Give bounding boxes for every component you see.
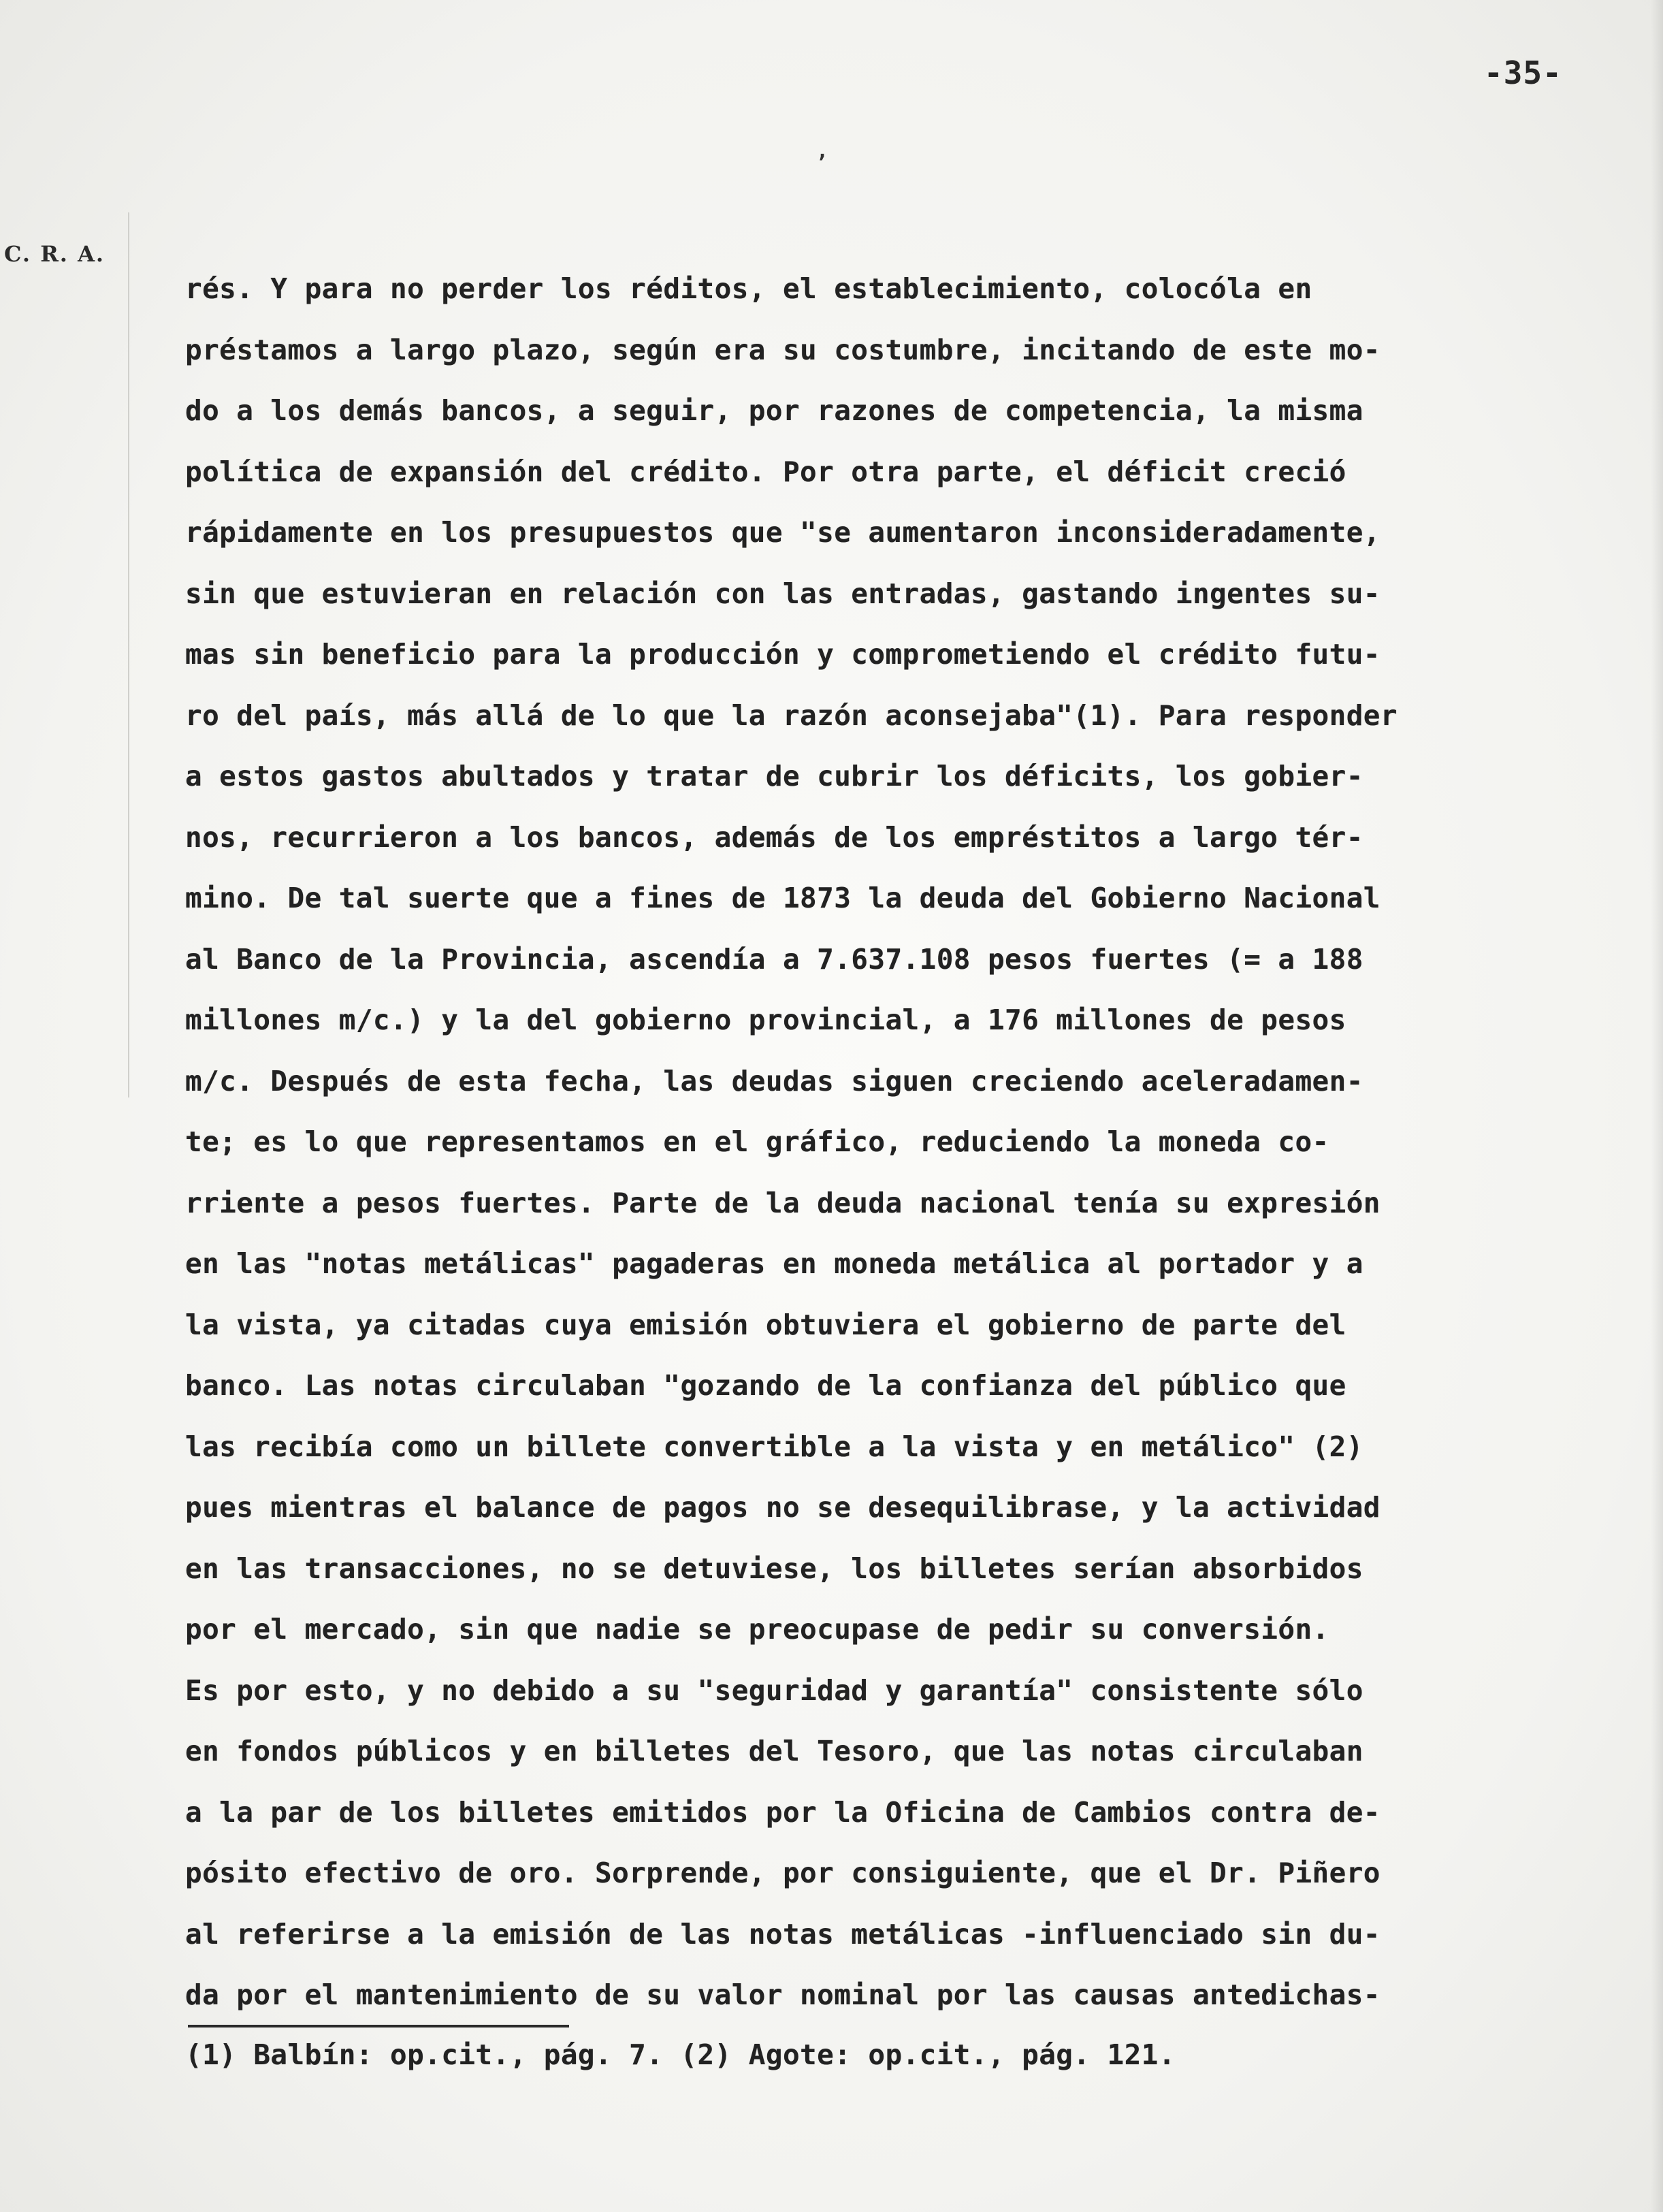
text-line: Es por esto, y no debido a su "seguridad y garantía" consistente sólo xyxy=(185,1673,1363,1707)
text-line: rriente a pesos fuertes. Parte de la deuda nacional tenía su expresión xyxy=(185,1186,1381,1219)
text-line: te; es lo que representamos en el gráfico, reduciendo la moneda co- xyxy=(185,1125,1329,1158)
text-line: por el mercado, sin que nadie se preocupase de pedir su conversión. xyxy=(185,1613,1329,1646)
text-line: en fondos públicos y en billetes del Tesoro, que las notas circulaban xyxy=(185,1735,1363,1767)
text-line: la vista, ya citadas cuya emisión obtuviera el gobierno de parte del xyxy=(185,1308,1346,1341)
margin-stamp: C. R. A. xyxy=(4,241,106,267)
footnote-separator xyxy=(188,2025,569,2027)
text-line: millones m/c.) y la del gobierno provincial, a 176 millones de pesos xyxy=(185,1004,1346,1036)
text-line: m/c. Después de esta fecha, las deudas siguen creciendo aceleradamen- xyxy=(185,1064,1363,1097)
text-line: ro del país, más allá de lo que la razón aconsejaba"(1). Para responder xyxy=(185,699,1398,732)
page-number: -35- xyxy=(1484,54,1562,91)
text-line: al referirse a la emisión de las notas metálicas -influenciado sin du- xyxy=(185,1917,1381,1951)
footnote: (1) Balbín: op.cit., pág. 7. (2) Agote: op.cit., pág. 121. xyxy=(185,2038,1176,2071)
stray-ink-mark: ʼ xyxy=(816,151,828,175)
text-line: mas sin beneficio para la producción y comprometiendo el crédito futu- xyxy=(185,638,1381,671)
text-line: en las "notas metálicas" pagaderas en moneda metálica al portador y a xyxy=(185,1247,1363,1280)
body-text xyxy=(185,259,1656,2026)
text-line: préstamos a largo plazo, según era su costumbre, incitando de este mo- xyxy=(185,333,1381,366)
text-line: do a los demás bancos, a seguir, por razones de competencia, la misma xyxy=(185,394,1363,427)
text-line: pues mientras el balance de pagos no se desequilibrase, y la actividad xyxy=(185,1491,1381,1524)
text-line: pósito efectivo de oro. Sorprende, por consiguiente, que el Dr. Piñero xyxy=(185,1857,1381,1889)
text-line: banco. Las notas circulaban "gozando de la confianza del público que xyxy=(185,1369,1346,1402)
text-line: rés. Y para no perder los réditos, el establecimiento, colocóla en xyxy=(185,272,1312,305)
text-line: en las transacciones, no se detuviese, los billetes serían absorbidos xyxy=(185,1552,1363,1585)
text-line: nos, recurrieron a los bancos, además de los empréstitos a largo tér- xyxy=(185,820,1363,854)
text-line: da por el mantenimiento de su valor nominal por las causas antedichas- xyxy=(185,1978,1381,2011)
text-line: sin que estuvieran en relación con las entradas, gastando ingentes su- xyxy=(185,577,1381,610)
text-line: a estos gastos abultados y tratar de cubrir los déficits, los gobier- xyxy=(185,760,1363,792)
text-line: mino. De tal suerte que a fines de 1873 la deuda del Gobierno Nacional xyxy=(185,882,1381,914)
text-line: a la par de los billetes emitidos por la Oficina de Cambios contra de- xyxy=(185,1795,1381,1829)
text-line: al Banco de la Provincia, ascendía a 7.637.108 pesos fuertes (= a 188 xyxy=(185,942,1363,976)
margin-rule xyxy=(128,212,129,1097)
text-line: política de expansión del crédito. Por otra parte, el déficit creció xyxy=(185,455,1346,488)
text-line: rápidamente en los presupuestos que "se aumentaron inconsideradamente, xyxy=(185,516,1381,549)
text-line: las recibía como un billete convertible a la vista y en metálico" (2) xyxy=(185,1430,1363,1463)
